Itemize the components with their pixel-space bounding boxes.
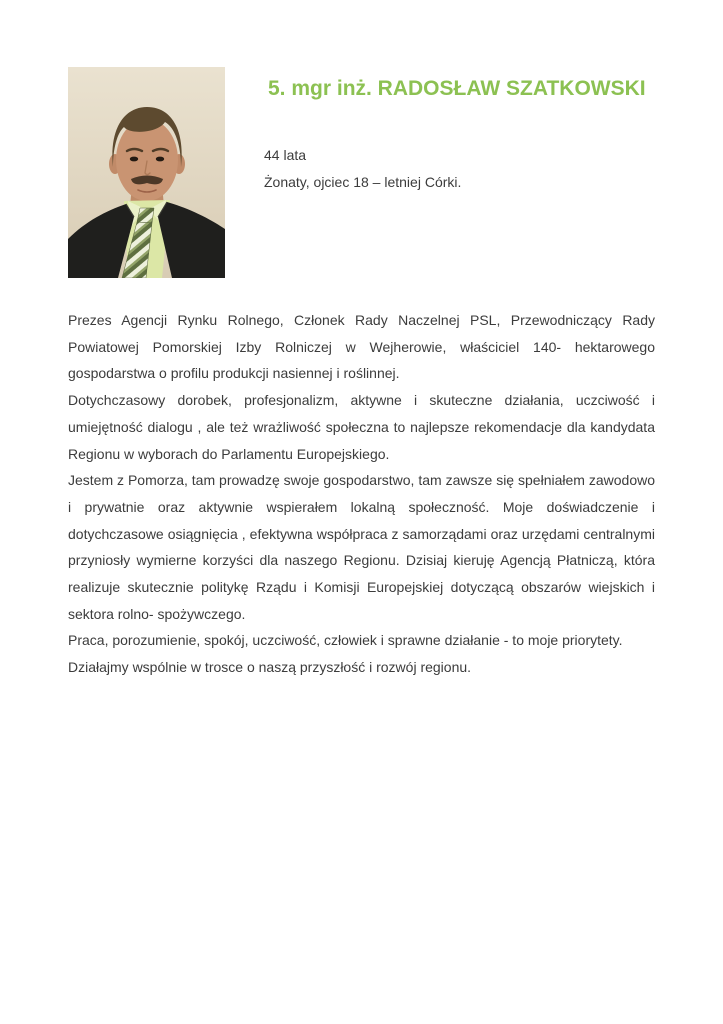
family-text: Żonaty, ojciec 18 – letniej Córki.: [264, 174, 462, 190]
bio-paragraph: Prezes Agencji Rynku Rolnego, Członek Rady Naczelnej PSL, Przewodniczący Rady Powiatowej Pomorskiej Izby Rolniczej w Wejherowie, właściciel 140- hektarowego gospodarstwa o profilu produkcji nasiennej i roślinnej.: [68, 312, 655, 382]
portrait-photo: [68, 67, 225, 278]
bio-section: [68, 307, 655, 681]
bio-paragraph: Jestem z Pomorza, tam prowadzę swoje gospodarstwo, tam zawsze się spełniałem zawodowo i prywatnie oraz aktywnie wspierałem lokalną społeczność. Moje doświadczenie i dotychczasowe osiągnięcia , efektywna współpraca z samorządami oraz urzędami centralnymi przyniosły wymierne korzyści dla naszego Regionu. Dzisiaj kieruję Agencją Płatniczą, która realizuje skutecznie politykę Rządu i Komisji Europejskiej dotyczącą obszarów wiejskich i sektora rolno- spożywczego.: [68, 472, 655, 622]
portrait-photo-illustration: [68, 67, 225, 278]
page-title: 5. mgr inż. RADOSŁAW SZATKOWSKI: [268, 77, 646, 100]
bio-paragraph: Praca, porozumienie, spokój, uczciwość, człowiek i sprawne działanie - to moje priorytety.: [68, 632, 623, 649]
bio-paragraph: Dotychczasowy dorobek, profesjonalizm, aktywne i skuteczne działania, uczciwość i umiejętność dialogu , ale też wrażliwość społeczna to najlepsze rekomendacje dla kandydata Regionu w wyborach do Parlamentu Europejskiego.: [68, 392, 655, 462]
bio-paragraph: Działajmy wspólnie w trosce o naszą przyszłość i rozwój regionu.: [68, 659, 472, 676]
age-text: 44 lata: [264, 147, 307, 163]
